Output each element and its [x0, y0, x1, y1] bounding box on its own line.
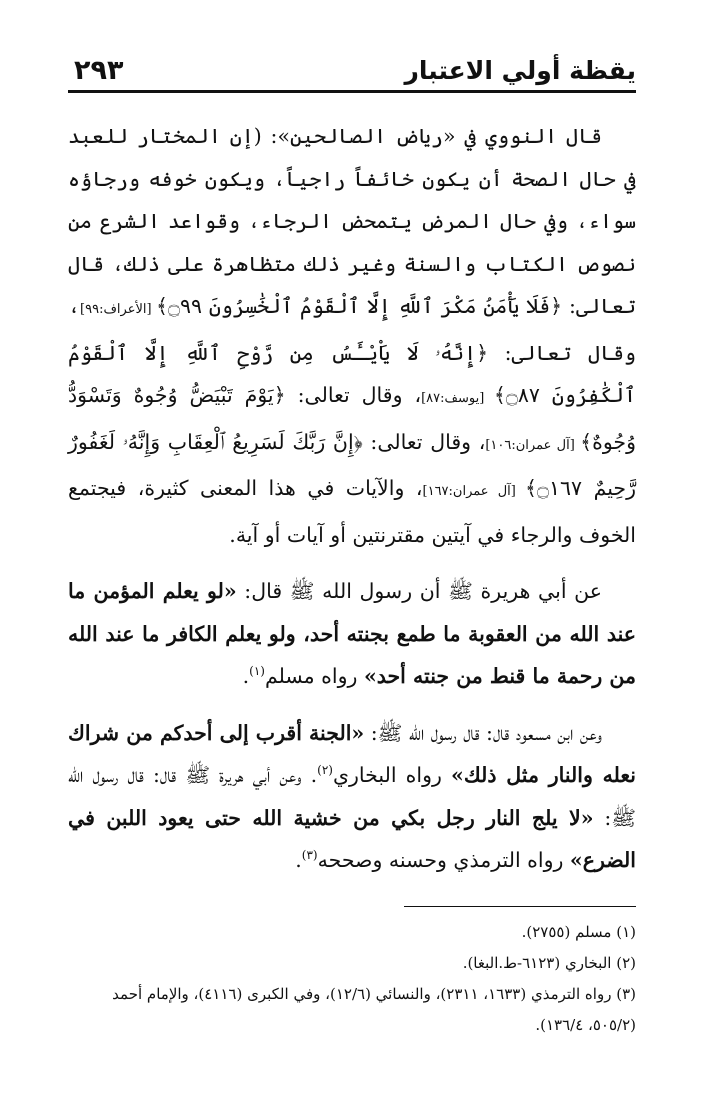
text-segment: رواه مسلم — [264, 664, 364, 688]
book-page — [68, 50, 636, 1090]
footnote-separator — [404, 906, 636, 907]
paragraph-ibn-masud — [68, 712, 636, 882]
text-segment: وعن ابن مسعود قال: قال رسول الله ﷺ: — [364, 720, 602, 745]
paragraph-nawawi — [68, 115, 636, 556]
quran-verse: ﴿إِنَّهُۥ لَا يَاْيْـَٔسُ مِن رَّوْحِ ٱللَّهِ إِلَّا ٱلْقَوْمُ ٱلْكَٰفِرُونَ ۝٨٧﴾ — [68, 340, 636, 407]
text-segment: ، والآيات في هذا المعنى كثيرة، فيجتمع الخوف والرجاء في آيتين مقترنتين أو آيات أو آية. — [68, 476, 636, 547]
page-header — [68, 50, 636, 93]
text-segment: رواه الترمذي وحسنه وصححه — [317, 848, 570, 872]
verse-reference: [يوسف:٨٧] — [421, 391, 494, 406]
text-segment: ، وقال تعالى: — [285, 383, 422, 407]
page-body — [68, 115, 636, 882]
hadith-text: «لو يعلم المؤمن ما عند الله من العقوبة ما طمع بجنته أحد، ولو يعلم الكافر ما عند الله من رحمة ما قنط من جنته أحد» — [68, 579, 636, 688]
footnote-marker[interactable]: (٣) — [301, 848, 318, 863]
text-segment: . — [242, 664, 250, 688]
text-segment: ، وقال تعالى: — [68, 294, 636, 365]
verse-reference: [آل عمران:١٦٧] — [422, 484, 525, 499]
footnote-marker[interactable]: (٢) — [317, 763, 333, 778]
footnote-3: (٣) رواه الترمذي (١٦٣٣، ٢٣١١)، والنسائي (١٢/٦)، وفي الكبرى (٤١١٦)، والإمام أحمد (٥٠٥/٢، ١٣٦/٤). — [112, 984, 636, 1034]
footnotes — [68, 917, 636, 1041]
footnote-1: (١) مسلم (٢٧٥٥). — [521, 922, 636, 941]
text-segment: . وعن أبي هريرة ﷺ قال: قال رسول الله ﷺ: — [68, 763, 637, 830]
text-segment: . — [295, 848, 302, 872]
footnote-2: (٢) البخاري (٦١٢٣-ط.البغا). — [462, 953, 636, 972]
text-segment: عن أبي هريرة ﷺ أن رسول الله ﷺ قال: — [236, 579, 603, 603]
hadith-text: «لا يلج النار رجل بكي من خشية الله حتى يعود اللبن في الضرع» — [68, 805, 636, 872]
text-segment: قال النووي في «رياض الصالحين»: (إن المختار للعبد في حال الصحة أن يكون خائفاً راجياً، ويكون خوفه ورجاؤه سواء، وفي حال المرض يتمحض الرجاء، وقواعد الشرع من نصوص الكتاب والسنة وغير ذلك متظاهرة على ذلك، قال تعالى: — [68, 124, 636, 318]
quran-verse: ﴿إِنَّ رَبَّكَ لَسَرِيعُ ٱلْعِقَابِ وَإِنَّهُۥ لَغَفُورٌ رَّحِيمٌ ۝١٦٧﴾ — [68, 429, 636, 500]
quran-verse: ﴿فَلَا يَأْمَنُ مَكْرَ ٱللَّهِ إِلَّا ٱلْقَوْمُ ٱلْخَٰسِرُونَ ۝٩٩﴾ — [156, 294, 563, 318]
quran-verse: ﴿يَوْمَ تَبْيَضُّ وُجُوهٌ وَتَسْوَدُّ وُجُوهٌ﴾ — [68, 383, 637, 454]
verse-reference: [الأعراف:٩٩] — [80, 302, 157, 317]
running-title: يقظة أولي الاعتبار — [404, 56, 636, 85]
text-segment: ، وقال تعالى: — [362, 429, 486, 454]
footnote-marker[interactable]: (١) — [249, 664, 265, 679]
verse-reference: [آل عمران:١٠٦] — [485, 437, 581, 453]
page-number: ٢٩٣ — [74, 55, 124, 86]
paragraph-abu-hurayra — [68, 570, 636, 698]
hadith-text: «الجنة أقرب إلى أحدكم من شراك نعله والنار مثل ذلك» — [68, 720, 636, 787]
text-segment: رواه البخاري — [332, 763, 452, 787]
